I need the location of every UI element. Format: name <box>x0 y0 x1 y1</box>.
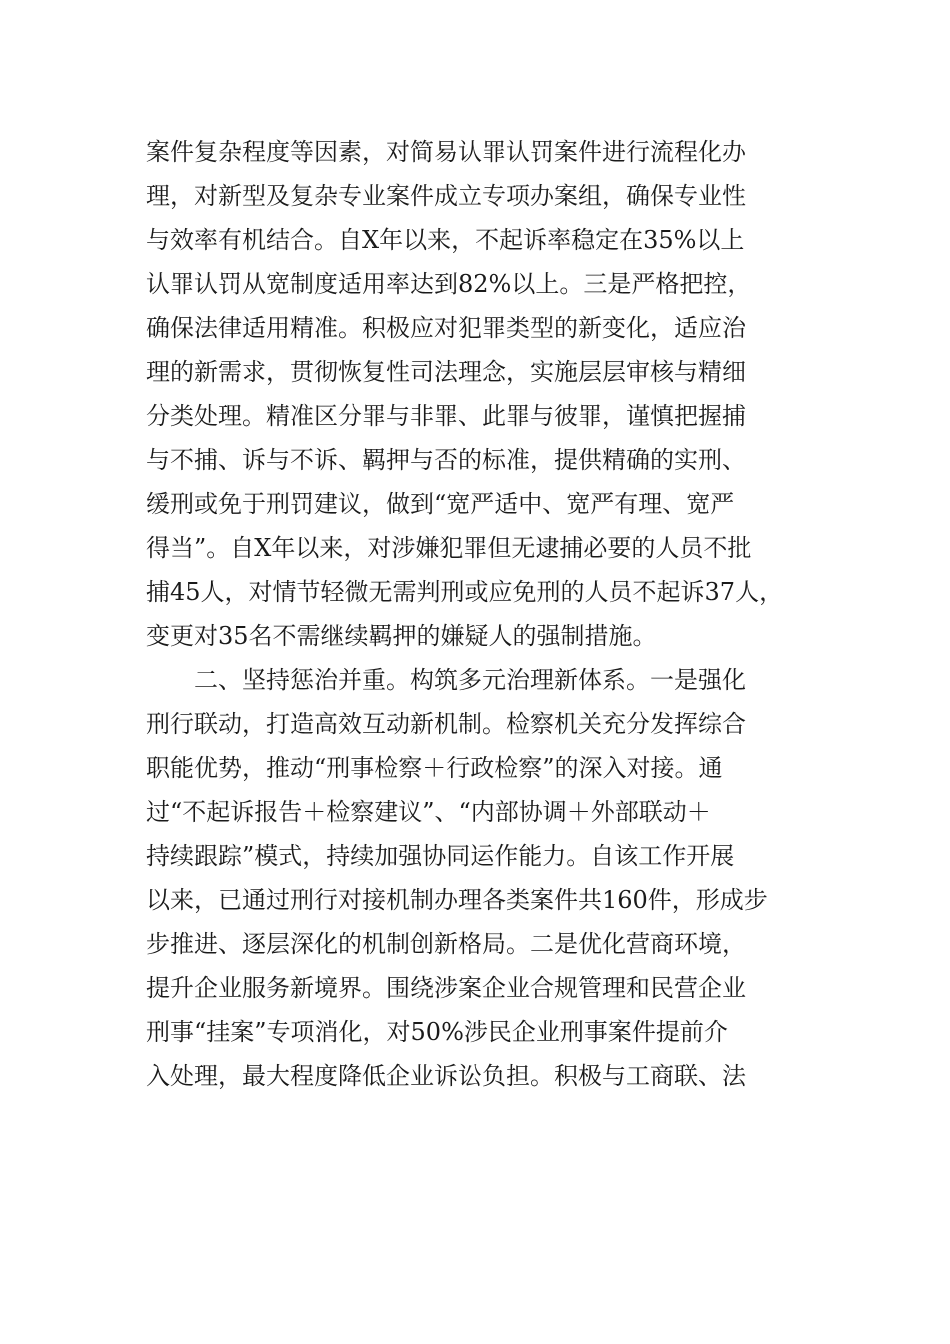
text-line: 与不捕、诉与不诉、羁押与否的标准，提供精确的实刑、 <box>146 446 746 474</box>
text-line: 变更对35名不需继续羁押的嫌疑人的强制措施。 <box>146 622 657 650</box>
section-heading-line: 二、坚持惩治并重。构筑多元治理新体系。一是强化 <box>194 666 746 694</box>
text-line: 得当”。自X年以来，对涉嫌犯罪但无逮捕必要的人员不批 <box>146 534 752 562</box>
text-line: 理，对新型及复杂专业案件成立专项办案组，确保专业性 <box>146 182 746 210</box>
text-line: 案件复杂程度等因素，对简易认罪认罚案件进行流程化办 <box>146 138 746 166</box>
text-line: 确保法律适用精准。积极应对犯罪类型的新变化，适应治 <box>146 314 746 342</box>
text-line: 持续跟踪”模式，持续加强协同运作能力。自该工作开展 <box>146 842 735 870</box>
text-line: 过“不起诉报告＋检察建议”、“内部协调＋外部联动＋ <box>146 798 711 826</box>
text-line: 与效率有机结合。自X年以来，不起诉率稳定在35%以上 <box>146 226 745 254</box>
text-line: 缓刑或免于刑罚建议，做到“宽严适中、宽严有理、宽严 <box>146 490 735 518</box>
text-line: 认罪认罚从宽制度适用率达到82%以上。三是严格把控， <box>146 270 752 298</box>
text-line: 理的新需求，贯彻恢复性司法理念，实施层层审核与精细 <box>146 358 746 386</box>
text-line: 以来，已通过刑行对接机制办理各类案件共160件，形成步 <box>146 886 768 914</box>
text-line: 刑事“挂案”专项消化，对50%涉民企业刑事案件提前介 <box>146 1018 728 1046</box>
text-line: 步推进、逐层深化的机制创新格局。二是优化营商环境， <box>146 930 746 958</box>
text-line: 刑行联动，打造高效互动新机制。检察机关充分发挥综合 <box>146 710 746 738</box>
body-text <box>146 130 846 1098</box>
text-line: 提升企业服务新境界。围绕涉案企业合规管理和民营企业 <box>146 974 746 1002</box>
text-line: 入处理，最大程度降低企业诉讼负担。积极与工商联、法 <box>146 1062 746 1090</box>
text-line: 捕45人，对情节轻微无需判刑或应免刑的人员不起诉37人， <box>146 578 784 606</box>
text-line: 分类处理。精准区分罪与非罪、此罪与彼罪，谨慎把握捕 <box>146 402 746 430</box>
text-line: 职能优势，推动“刑事检察＋行政检察”的深入对接。通 <box>146 754 723 782</box>
